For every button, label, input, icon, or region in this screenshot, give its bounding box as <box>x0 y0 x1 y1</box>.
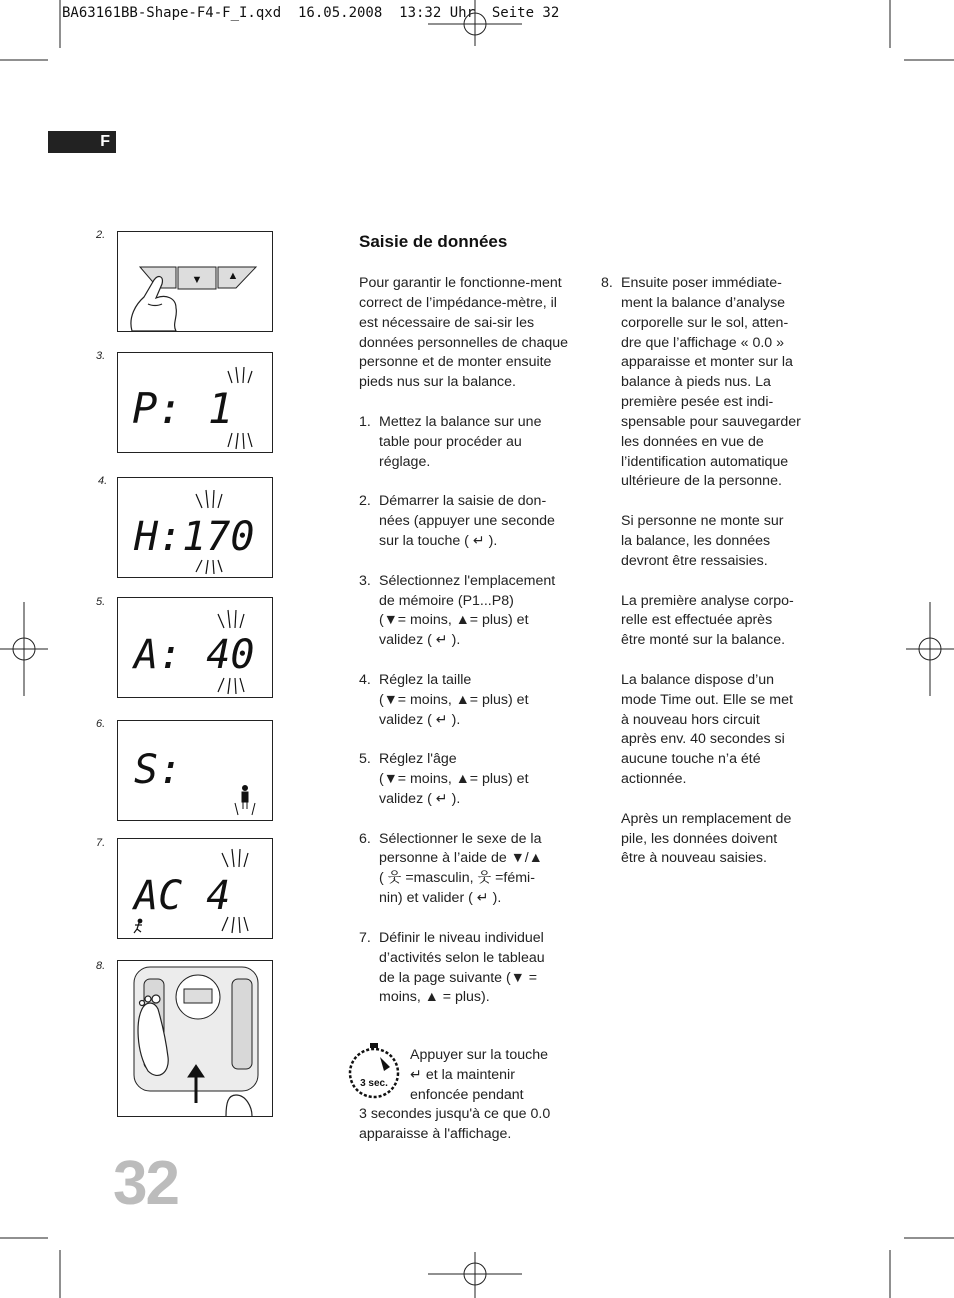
step-line: (▼= moins, ▲= plus) et <box>379 771 529 788</box>
language-tab: F <box>48 131 116 153</box>
left-text-column <box>359 274 584 1028</box>
section-title: Saisie de données <box>359 232 508 251</box>
paragraph-line: actionnée. <box>621 771 687 788</box>
step-number: 4. <box>359 671 371 688</box>
paragraph-line: après env. 40 secondes si <box>621 731 785 748</box>
step-text <box>379 929 584 1008</box>
paragraph-line: devront être ressaisies. <box>621 552 768 569</box>
up-button-glyph: ▲ <box>227 270 239 282</box>
step-line: Réglez l'âge <box>379 751 457 768</box>
step-3 <box>359 572 584 651</box>
step-line: les données en vue de <box>621 433 764 450</box>
figure-display-age <box>117 597 273 698</box>
step-line: d’activités selon le tableau <box>379 949 545 966</box>
step-line: Mettez la balance sur une <box>379 413 542 430</box>
figure-display-memory <box>117 352 273 453</box>
step-4 <box>359 671 584 731</box>
step-number: 5. <box>359 751 371 768</box>
instruction-steps <box>359 413 584 1008</box>
step-line: nées (appuyer une seconde <box>379 513 555 530</box>
step-line: ultérieure de la personne. <box>621 473 782 490</box>
step-text <box>379 830 584 909</box>
person-icon <box>235 786 255 816</box>
step-line: validez ( ↵ ). <box>379 711 461 728</box>
step-text <box>379 671 584 731</box>
lcd-activity-value: AC 4 <box>134 873 231 919</box>
intro-paragraph: Pour garantir le fonctionne-ment correct de l’impédance-mètre, il est nécessaire de sai-sir les données personnelles de chaque personne et de monter ensuite pieds nus sur la balance. <box>359 275 569 391</box>
paragraph-line: la balance, les données <box>621 532 771 549</box>
figure-display-height <box>117 477 273 578</box>
step-line: balance à pieds nus. La <box>621 374 771 391</box>
step-line: ment la balance d’analyse <box>621 294 786 311</box>
step-line: spensable pour sauvegarder <box>621 413 801 430</box>
hold-instruction <box>410 1046 580 1106</box>
figure-display-sex <box>117 720 273 821</box>
step-line: Démarrer la saisie de don- <box>379 493 547 510</box>
step-line: ( 웃 =masculin, 웃 =fémi- <box>379 870 535 887</box>
paragraph-line: à nouveau hors circuit <box>621 711 760 728</box>
figure-scale <box>117 960 273 1117</box>
paragraph-line: Après un remplacement de <box>621 810 792 827</box>
hold-line: 3 secondes jusqu'à ce que 0.0 <box>359 1106 551 1122</box>
figure-label: 6. <box>96 718 106 730</box>
step-line: personne à l’aide de ▼/▲ <box>379 850 543 867</box>
step-text <box>379 492 584 552</box>
hold-line: enfoncée pendant <box>410 1086 524 1103</box>
paragraph-line: aucune touche n’a été <box>621 751 761 768</box>
step-line: sur la touche ( ↵ ). <box>379 532 498 549</box>
step-text <box>379 572 584 651</box>
paragraph-line: pile, les données doivent <box>621 830 778 847</box>
paragraph <box>621 671 831 790</box>
running-person-icon <box>134 919 142 933</box>
step-number: 3. <box>359 572 371 589</box>
hold-line: apparaisse à l'affichage. <box>359 1125 512 1142</box>
step-text <box>379 413 584 473</box>
step-line: table pour procéder au <box>379 433 522 450</box>
lcd-age-value: A: 40 <box>134 632 255 678</box>
step-line: (▼= moins, ▲= plus) et <box>379 612 529 629</box>
step-line: Réglez la taille <box>379 671 472 688</box>
step-line: première pesée est indi- <box>621 394 774 411</box>
figure-label: 2. <box>96 229 106 241</box>
step-number: 8. <box>601 275 613 291</box>
paragraph-line: La première analyse corpo- <box>621 592 794 609</box>
step-line: moins, ▲ = plus). <box>379 989 490 1006</box>
step-line: nin) et valider ( ↵ ). <box>379 890 502 907</box>
figure-display-activity <box>117 838 273 939</box>
timer-label: 3 sec. <box>360 1078 388 1089</box>
step-5 <box>359 750 584 810</box>
down-button-glyph: ▼ <box>191 274 203 286</box>
step-line: de mémoire (P1...P8) <box>379 592 514 609</box>
lcd-height-value: H:170 <box>134 514 255 560</box>
paragraph <box>621 512 831 572</box>
right-text-column <box>601 274 831 889</box>
paragraph-line: La balance dispose d’un <box>621 671 775 688</box>
paragraph-line: relle est effectuée après <box>621 612 773 629</box>
page-number: 32 <box>113 1149 178 1218</box>
figure-buttons <box>117 231 273 332</box>
step-number: 2. <box>359 493 371 510</box>
step-line: (▼= moins, ▲= plus) et <box>379 691 529 708</box>
paragraph <box>621 592 831 652</box>
step-line: apparaisse et monter sur la <box>621 354 793 371</box>
step-line: réglage. <box>379 453 431 470</box>
paragraph-line: Si personne ne monte sur <box>621 513 784 530</box>
lcd-memory-value: P: 1 <box>132 384 234 433</box>
figure-label: 4. <box>98 475 108 487</box>
step-line: Définir le niveau individuel <box>379 929 544 946</box>
step-number: 6. <box>359 830 371 847</box>
step-line: corporelle sur le sol, atten- <box>621 314 789 331</box>
step-6 <box>359 830 584 909</box>
step-line: de la page suivante (▼ = <box>379 969 537 986</box>
figure-label: 8. <box>96 960 106 972</box>
step-1 <box>359 413 584 473</box>
step-7 <box>359 929 584 1008</box>
step-line: Sélectionnez l'emplacement <box>379 572 556 589</box>
figure-label: 7. <box>96 837 106 849</box>
step-text <box>621 274 831 492</box>
print-slug: BA63161BB-Shape-F4-F_I.qxd 16.05.2008 13:32 Uhr Seite 32 <box>62 5 560 21</box>
hold-instruction-continued <box>359 1105 589 1145</box>
step-number: 1. <box>359 413 371 430</box>
step-2 <box>359 492 584 552</box>
step-line: validez ( ↵ ). <box>379 790 461 807</box>
figure-label: 5. <box>96 596 106 608</box>
stopwatch-icon <box>346 1041 404 1099</box>
paragraph-line: être monté sur la balance. <box>621 632 786 649</box>
step-8 <box>601 274 831 492</box>
paragraph-line: être à nouveau saisies. <box>621 850 767 867</box>
step-line: dre que l’affichage « 0.0 » <box>621 334 785 351</box>
step-number: 7. <box>359 929 371 946</box>
step-line: Ensuite poser immédiate- <box>621 275 782 291</box>
hold-line: ↵ et la maintenir <box>410 1066 515 1083</box>
step-line: l’identification automatique <box>621 453 789 470</box>
right-paragraphs <box>621 512 831 869</box>
step-line: Sélectionner le sexe de la <box>379 830 542 847</box>
step-line: validez ( ↵ ). <box>379 632 461 649</box>
step-text <box>379 750 584 810</box>
figure-label: 3. <box>96 350 106 362</box>
hold-line: Appuyer sur la touche <box>410 1047 549 1063</box>
lcd-sex-value: S: <box>134 747 183 793</box>
paragraph <box>621 810 831 870</box>
paragraph-line: mode Time out. Elle se met <box>621 691 793 708</box>
